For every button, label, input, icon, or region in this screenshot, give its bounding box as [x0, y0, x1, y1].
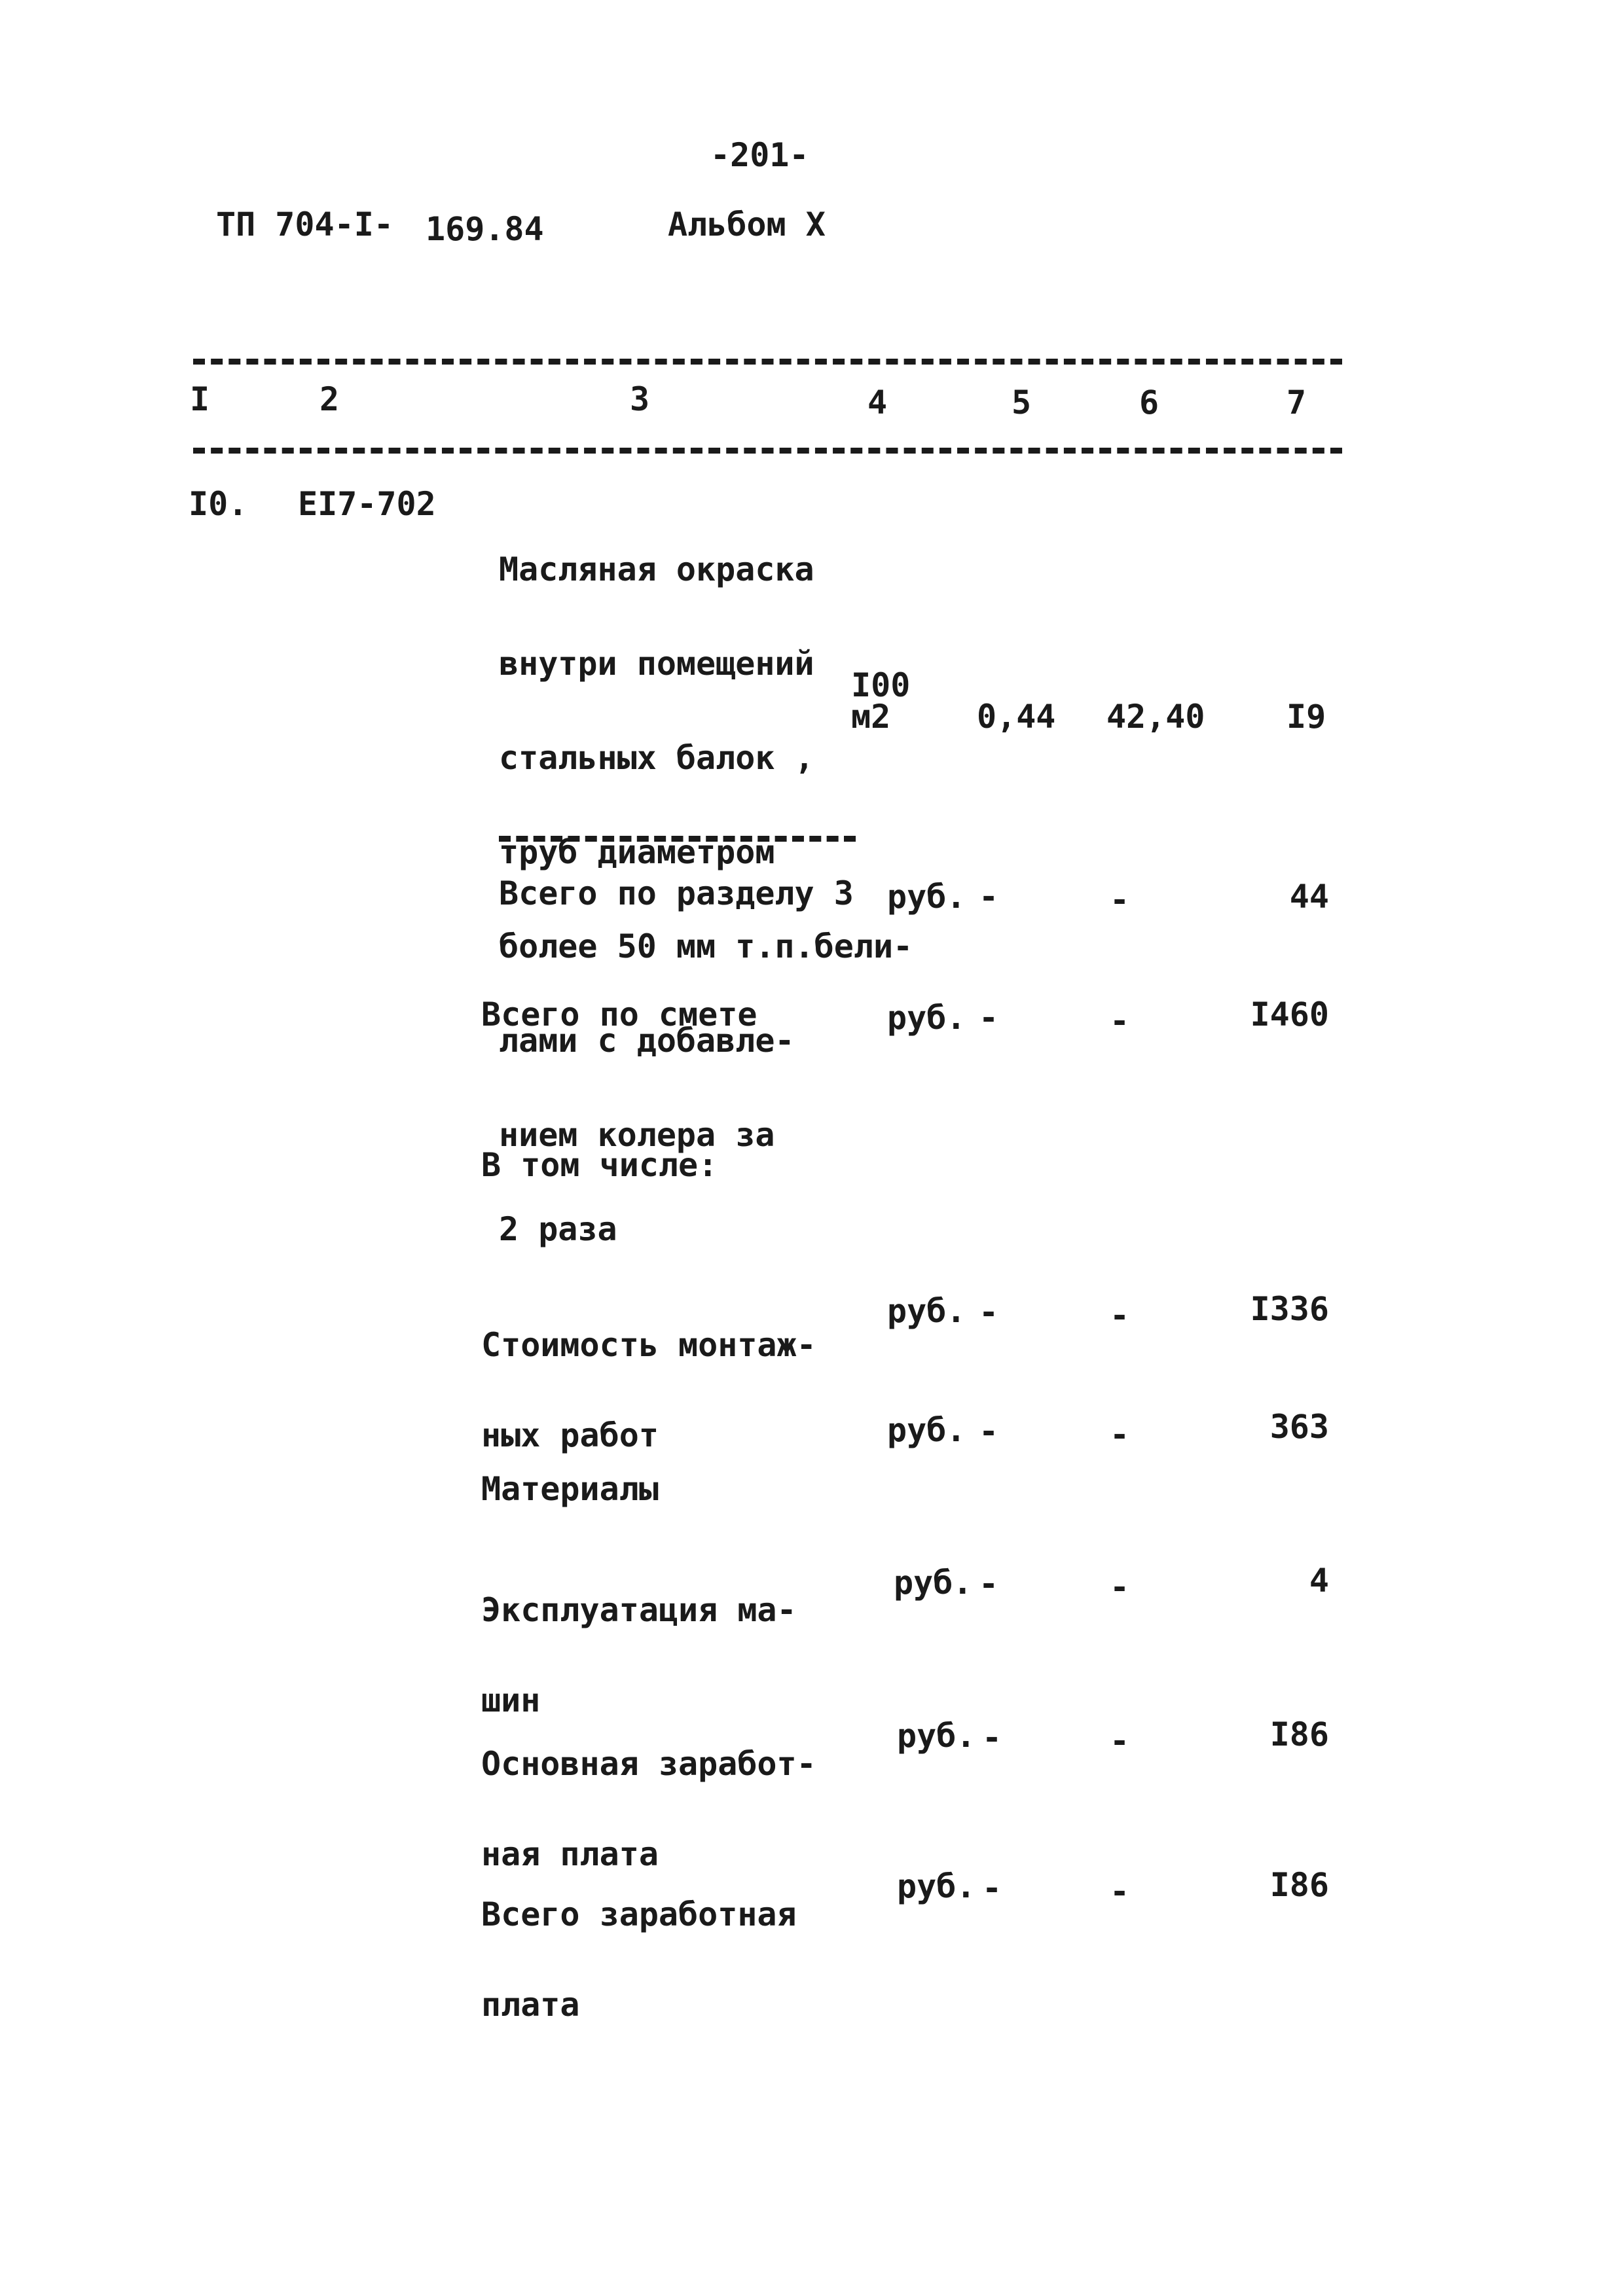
breakdown-label-line: Эксплуатация ма- — [481, 1591, 797, 1629]
breakdown-dash-5: - — [982, 1719, 1002, 1757]
breakdown-label-line: Материалы — [481, 1470, 659, 1508]
breakdown-value: 363 — [1269, 1408, 1329, 1446]
estimate-total-dash-6: - — [1110, 1002, 1130, 1040]
breakdown-dash-6: - — [1110, 1297, 1130, 1335]
album-label: Альбом X — [668, 206, 826, 243]
row-total: I9 — [1286, 698, 1326, 736]
row-description-line: труб диаметром — [499, 833, 775, 871]
estimate-total-value: I460 — [1250, 996, 1329, 1033]
row-number: I0. — [189, 485, 248, 523]
row-code: ЕI7-702 — [298, 485, 436, 523]
breakdown-label — [481, 1836, 797, 2052]
breakdown-value: I86 — [1269, 1866, 1329, 1904]
breakdown-value: I336 — [1250, 1290, 1329, 1328]
column-header-1: I — [190, 380, 210, 418]
section-total-value: 44 — [1289, 878, 1329, 916]
breakdown-dash-6: - — [1110, 1416, 1130, 1454]
breakdown-label-line: Стоимость монтаж- — [481, 1326, 816, 1364]
breakdown-dash-6: - — [1110, 1873, 1130, 1910]
estimate-total-dash-5: - — [979, 999, 999, 1037]
breakdown-unit: руб. — [897, 1867, 976, 1905]
row-unit-amount: I00 — [851, 666, 911, 704]
breakdown-dash-6: - — [1110, 1722, 1130, 1760]
including-heading: В том числе: — [481, 1146, 718, 1184]
breakdown-dash-6: - — [1110, 1568, 1130, 1606]
breakdown-label-line: Основная заработ- — [481, 1745, 816, 1783]
page-number: -201- — [710, 136, 809, 174]
row-quantity: 0,44 — [977, 698, 1056, 736]
breakdown-label-line: ных работ — [481, 1416, 659, 1454]
section-total-unit: руб. — [887, 878, 966, 916]
breakdown-label-line: плата — [481, 1986, 580, 2024]
column-header-5: 5 — [1012, 384, 1032, 422]
row-description-line: Масляная окраска — [499, 550, 814, 588]
document-code-number: 169.84 — [426, 210, 544, 248]
breakdown-value: I86 — [1269, 1715, 1329, 1753]
breakdown-dash-5: - — [979, 1565, 999, 1603]
breakdown-dash-5: - — [979, 1293, 999, 1331]
row-price: 42,40 — [1106, 698, 1205, 736]
row-description-line: нием колера за — [499, 1116, 775, 1154]
estimate-total-label: Всего по смете — [481, 996, 757, 1033]
estimate-total-unit: руб. — [887, 999, 966, 1037]
row-description-line: более 50 мм т.п.бели- — [499, 927, 913, 965]
row-description-line: внутри помещений — [499, 645, 814, 683]
breakdown-value: 4 — [1309, 1562, 1329, 1600]
column-header-4: 4 — [867, 384, 888, 422]
breakdown-label-line: Всего заработная — [481, 1895, 797, 1933]
column-header-3: 3 — [630, 380, 650, 418]
breakdown-label-line: шин — [481, 1681, 541, 1719]
section-total-label: Всего по разделу 3 — [499, 874, 854, 912]
section-total-dash-6: - — [1110, 881, 1130, 919]
breakdown-dash-5: - — [982, 1869, 1002, 1907]
section-rule — [499, 836, 856, 842]
row-description-line: лами с добавле- — [499, 1022, 795, 1060]
breakdown-unit: руб. — [887, 1411, 966, 1449]
row-unit: м2 — [851, 698, 891, 736]
row-description-line: 2 раза — [499, 1210, 617, 1248]
table-header-rule — [193, 448, 1342, 454]
breakdown-unit: руб. — [897, 1717, 976, 1755]
section-total-dash-5: - — [979, 878, 999, 916]
breakdown-unit: руб. — [887, 1292, 966, 1330]
document-code: ТП 704-I- — [216, 206, 393, 243]
breakdown-label — [481, 1410, 659, 1536]
column-header-6: 6 — [1139, 384, 1159, 422]
breakdown-dash-5: - — [979, 1412, 999, 1450]
breakdown-unit: руб. — [894, 1564, 973, 1602]
table-top-rule — [193, 359, 1342, 365]
column-header-2: 2 — [319, 380, 340, 418]
column-header-7: 7 — [1286, 384, 1307, 422]
breakdown-label-line: ная плата — [481, 1835, 659, 1873]
row-description-line: стальных балок , — [499, 739, 814, 777]
